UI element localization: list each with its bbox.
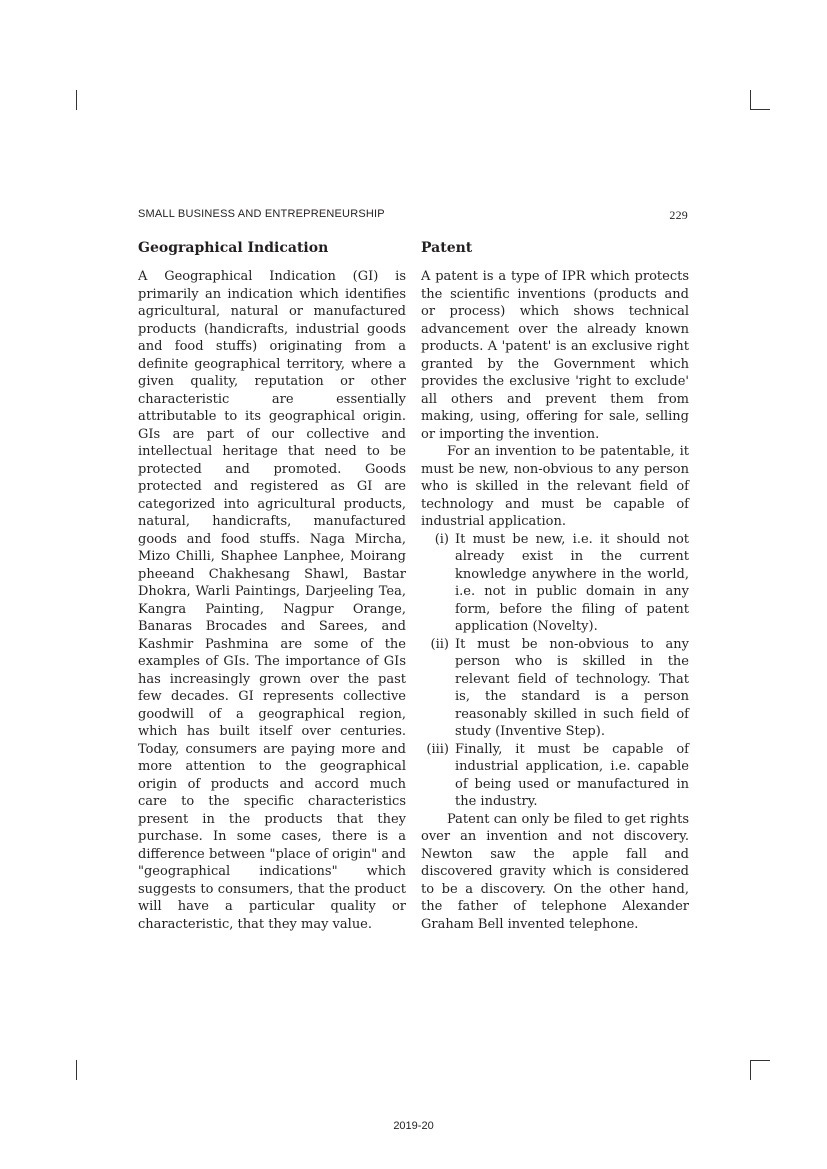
list-item-number: (ii) <box>430 636 449 652</box>
list-item-text: It must be non-obvious to any person who is skilled in the relevant field of technology. That is, the standard is a person reasonably skilled in such field of study (Inventive Step). <box>455 636 689 739</box>
list-item-number: (iii) <box>426 741 449 757</box>
crop-mark-top-left <box>76 90 77 110</box>
crop-mark-top-right-horizontal <box>750 109 770 110</box>
gi-body: A Geographical Indication (GI) is primarily an indication which identifies agricultural, natural or manufactured products (handicrafts, industrial goods and food stuffs) originating from a definite geographical territory, where a given quality, reputation or other characteristic are essentially attributable to its geographical origin. GIs are part of our collective and intellectual heritage that need to be protected and promoted. Goods protected and registered as GI are categorized into agricultural products, natural, handicrafts, manufactured goods and food stuffs. Naga Mircha, Mizo Chilli, Shaphee Lanphee, Moirang pheeand Chakhesang Shawl, Bastar Dhokra, Warli Paintings, Darjeeling Tea, Kangra Painting, Nagpur Orange, Banaras Brocades and Sarees, and Kashmir Pashmina are some of the examples of GIs. The importance of GIs has increasingly grown over the past few decades. GI represents collective goodwill of a geographical region, which has built itself over centuries. Today, consumers are paying more and more attention to the geographical origin of products and accord much care to the specific characteristics present in the products that they purchase. In some cases, there is a difference between "place of origin" and "geographical indications" which suggests to consumers, that the product will have a particular quality or characteristic, that they may value. <box>138 269 406 932</box>
crop-mark-bottom-right-vertical <box>750 1060 751 1080</box>
running-header <box>138 208 688 224</box>
right-column <box>421 238 689 933</box>
list-item <box>421 741 689 811</box>
list-item <box>421 636 689 741</box>
gi-heading: Geographical Indication <box>138 240 329 256</box>
patent-para-1: A patent is a type of IPR which protects the scientific inventions (products and or process) which shows technical advancement over the already known products. A 'patent' is an exclusive right granted by the Government which provides the exclusive 'right to exclude' all others and prevent them from making, using, offering for sale, selling or importing the invention. <box>421 269 689 442</box>
list-item-text: Finally, it must be capable of industrial application, i.e. capable of being used or manufactured in the industry. <box>455 741 689 809</box>
list-item <box>421 531 689 636</box>
list-item-number: (i) <box>434 531 449 547</box>
patent-criteria-list <box>421 531 689 811</box>
left-column <box>138 238 406 933</box>
patent-heading: Patent <box>421 240 473 256</box>
crop-mark-top-right-vertical <box>750 90 751 110</box>
footer-year: 2019-20 <box>393 1120 434 1132</box>
patent-para-2: For an invention to be patentable, it must be new, non-obvious to any person who is skilled in the relevant field of technology and must be capable of industrial application. <box>421 444 689 529</box>
list-item-text: It must be new, i.e. it should not already exist in the current knowledge anywhere in the world, i.e. not in public domain in any form, before the filing of patent application (Novelty). <box>455 531 689 634</box>
crop-mark-bottom-left <box>76 1060 77 1080</box>
patent-para-3: Patent can only be filed to get rights over an invention and not discovery. Newton saw the apple fall and discovered gravity which is considered to be a discovery. On the other hand, the father of telephone Alexander Graham Bell invented telephone. <box>421 811 689 932</box>
page-number: 229 <box>669 208 688 222</box>
crop-mark-bottom-right-horizontal <box>750 1060 770 1061</box>
running-header-title: SMALL BUSINESS AND ENTREPRENEURSHIP <box>138 208 385 220</box>
